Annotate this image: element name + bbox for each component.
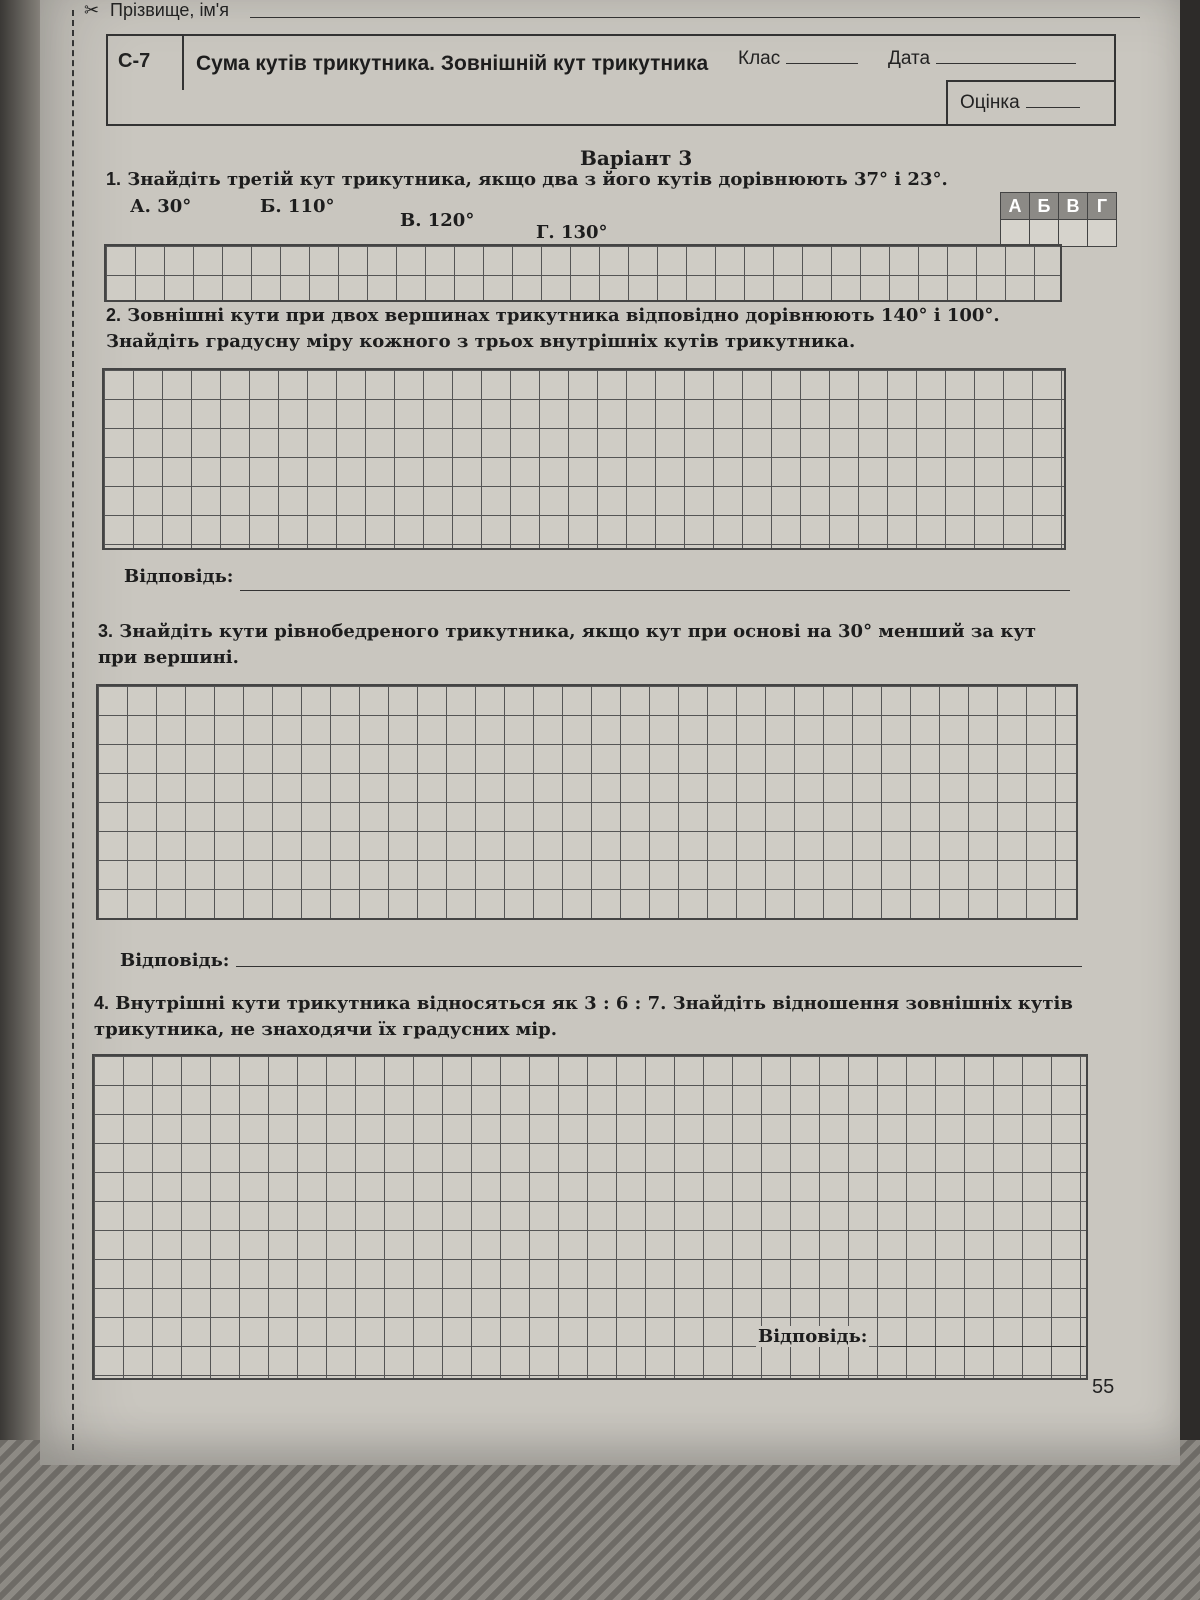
variant-heading: Варіант 3	[580, 146, 693, 170]
task-4-text: Внутрішні кути трикутника відносяться як 3 : 6 : 7. Знайдіть відношення зовнішніх кутів трикутника, не знаходячи їх градусних мір.	[94, 993, 1073, 1040]
page-number: 55	[1092, 1376, 1115, 1398]
task-1-text: Знайдіть третій кут трикутника, якщо два з його кутів дорівнюють 37° і 23°.	[127, 169, 948, 190]
task-1	[106, 166, 966, 193]
task-1-answer-table	[1000, 192, 1117, 247]
answer-box-b[interactable]	[1030, 220, 1059, 247]
task-4-number: 4.	[94, 993, 110, 1013]
task-1-option-d[interactable]: Г. 130°	[536, 222, 608, 243]
task-1-option-b[interactable]: Б. 110°	[260, 196, 335, 217]
task-4-work-grid[interactable]	[92, 1054, 1088, 1380]
task-3-text: Знайдіть кути рівнобедреного трикутника, якщо кут при основі на 30° менший за кут при вершині.	[98, 621, 1037, 668]
answer-letter-b: Б	[1030, 193, 1059, 220]
worksheet-page	[40, 0, 1180, 1465]
task-4-answer-label: Відповідь:	[758, 1326, 868, 1347]
grade-blank[interactable]	[1026, 93, 1080, 108]
task-1-option-a[interactable]: А. 30°	[130, 196, 192, 217]
task-1-number: 1.	[106, 169, 122, 189]
task-3-work-grid[interactable]	[96, 684, 1078, 920]
date-label: Дата	[888, 48, 931, 69]
cut-line	[72, 10, 74, 1450]
date-blank[interactable]	[936, 49, 1076, 64]
class-field[interactable]	[738, 48, 858, 70]
answer-letter-d: Г	[1088, 193, 1117, 220]
answer-letter-c: В	[1059, 193, 1088, 220]
task-1-work-grid[interactable]	[104, 244, 1062, 302]
task-2-number: 2.	[106, 305, 122, 325]
name-label: Прізвище, ім'я	[110, 0, 229, 20]
answer-box-d[interactable]	[1088, 220, 1117, 247]
task-2	[106, 302, 1066, 355]
grade-field[interactable]	[946, 80, 1114, 124]
grade-label: Оцінка	[960, 92, 1020, 113]
task-2-text: Зовнішні кути при двох вершинах трикутника відповідно дорівнюють 140° і 100°. Знайдіть градусну міру кожного з трьох внутрішніх кутів трикутника.	[106, 305, 1000, 352]
answer-letter-a: А	[1001, 193, 1030, 220]
task-4	[94, 990, 1084, 1043]
task-2-answer-field[interactable]	[240, 590, 1070, 591]
task-2-answer-label: Відповідь:	[124, 566, 234, 587]
task-3-answer-field[interactable]	[236, 966, 1082, 967]
scissors-icon: ✂	[84, 0, 100, 20]
worksheet-header	[106, 34, 1116, 126]
worksheet-title: Сума кутів трикутника. Зовнішній кут трикутника	[196, 52, 709, 75]
student-name-row	[110, 0, 1140, 26]
task-3-answer-label: Відповідь:	[120, 950, 230, 971]
answer-box-c[interactable]	[1059, 220, 1088, 247]
task-2-work-grid[interactable]	[102, 368, 1066, 550]
task-3-number: 3.	[98, 621, 114, 641]
task-1-option-c[interactable]: В. 120°	[400, 210, 475, 231]
task-4-answer-field[interactable]	[880, 1346, 1084, 1347]
answer-box-a[interactable]	[1001, 220, 1030, 247]
class-blank[interactable]	[786, 49, 858, 64]
task-3	[98, 618, 1078, 671]
class-label: Клас	[738, 48, 781, 69]
date-field[interactable]	[888, 48, 1076, 70]
name-field[interactable]	[250, 17, 1140, 18]
worksheet-code: С-7	[108, 36, 184, 90]
